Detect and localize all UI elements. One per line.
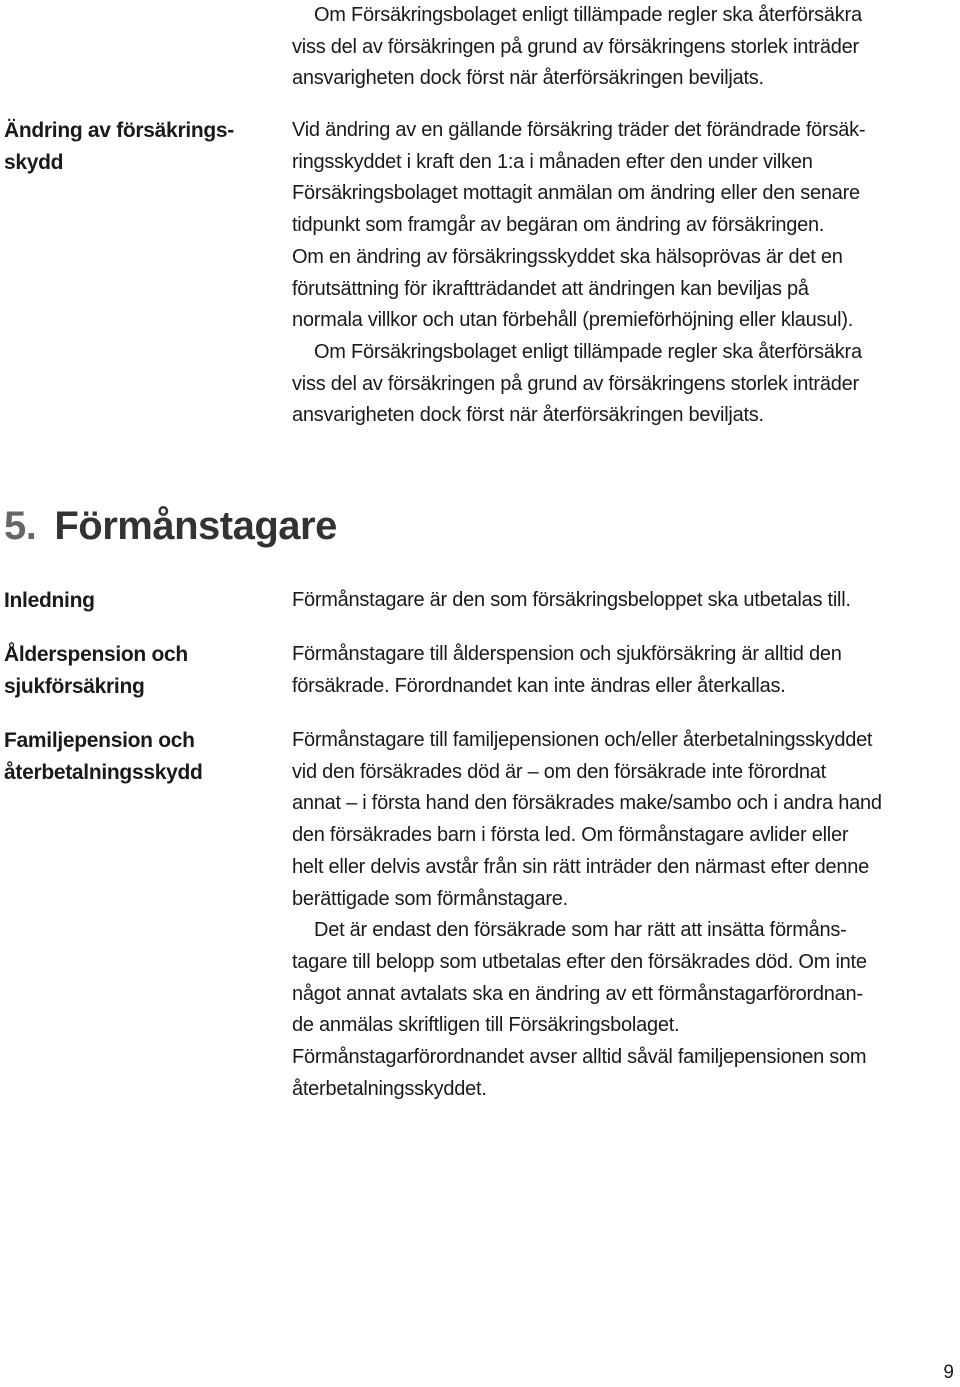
- label-line: sjukförsäkring: [4, 675, 145, 698]
- text-line: den försäkrades barn i första led. Om förmånstagare avlider eller: [292, 824, 849, 847]
- chapter-title: Förmånstagare: [54, 504, 337, 548]
- text-line: Vid ändring av en gällande försäkring träder det förändrade försäk-: [292, 119, 866, 141]
- text-line: annat – i första hand den försäkrades make/sambo och i andra hand: [292, 792, 882, 815]
- text-line: ringsskyddet i kraft den 1:a i månaden efter den under vilken: [292, 150, 813, 173]
- text-line: normala villkor och utan förbehåll (premieförhöjning eller klausul).: [292, 309, 854, 332]
- text-line: något annat avtalats ska en ändring av ett förmånstagarförordnan-: [292, 982, 863, 1005]
- section-label-family: [4, 725, 274, 789]
- text-line: förutsättning för ikraftträdandet att ändringen kan beviljas på: [292, 277, 809, 300]
- text-line: tidpunkt som framgår av begäran om ändring av försäkringen.: [292, 214, 825, 237]
- section-label-change: [4, 115, 274, 179]
- chapter-heading: [4, 498, 337, 554]
- label-line: återbetalningsskydd: [4, 761, 203, 784]
- text-line: helt eller delvis avstår från sin rätt inträder den närmast efter denne: [292, 855, 869, 878]
- text-line: viss del av försäkringen på grund av försäkringens storlek inträder: [292, 35, 859, 58]
- text-line: Om Försäkringsbolaget enligt tillämpade regler ska återförsäkra: [314, 4, 862, 26]
- label-line: skydd: [4, 151, 64, 174]
- text-line: ansvarigheten dock först när återförsäkringen beviljats.: [292, 404, 764, 427]
- section-label-pension: [4, 639, 274, 703]
- text-line: tagare till belopp som utbetalas efter den försäkrades död. Om inte: [292, 950, 867, 973]
- text-line: Förmånstagare till familjepensionen och/eller återbetalningsskyddet: [292, 729, 873, 751]
- section-body-change: [292, 115, 932, 432]
- text-line: Det är endast den försäkrade som har rätt att insätta förmåns-: [314, 919, 847, 942]
- label-line: Inledning: [4, 589, 95, 612]
- label-line: Ändring av försäkrings-: [4, 119, 234, 142]
- page-number: 9: [943, 1362, 954, 1383]
- chapter-number: 5.: [4, 504, 37, 548]
- text-line: berättigade som förmånstagare.: [292, 887, 568, 910]
- text-line: Förmånstagarförordnandet avser alltid såväl familjepensionen som: [292, 1046, 867, 1069]
- text-line: återbetalningsskyddet.: [292, 1077, 487, 1100]
- text-line: Försäkringsbolaget mottagit anmälan om ändring eller den senare: [292, 182, 860, 205]
- text-line: ansvarigheten dock först när återförsäkringen beviljats.: [292, 67, 764, 90]
- section-body-family: [292, 725, 932, 1105]
- text-line: försäkrade. Förordnandet kan inte ändras eller återkallas.: [292, 674, 786, 697]
- text-line: viss del av försäkringen på grund av försäkringens storlek inträder: [292, 372, 859, 395]
- text-line: vid den försäkrades död är – om den försäkrade inte förordnat: [292, 760, 826, 783]
- section-body-pension: [292, 639, 932, 702]
- section-body-intro: [292, 585, 932, 617]
- text-line: Förmånstagare till ålderspension och sjukförsäkring är alltid den: [292, 643, 842, 665]
- label-line: Familjepension och: [4, 729, 195, 752]
- text-line: Förmånstagare är den som försäkringsbeloppet ska utbetalas till.: [292, 589, 851, 611]
- top-paragraph: [292, 0, 932, 95]
- section-label-intro: [4, 585, 274, 617]
- text-line: Om Försäkringsbolaget enligt tillämpade regler ska återförsäkra: [314, 340, 862, 363]
- text-line: Om en ändring av försäkringsskyddet ska hälsoprövas är det en: [292, 245, 843, 268]
- text-line: de anmälas skriftligen till Försäkringsbolaget.: [292, 1014, 680, 1037]
- label-line: Ålderspension och: [4, 643, 188, 666]
